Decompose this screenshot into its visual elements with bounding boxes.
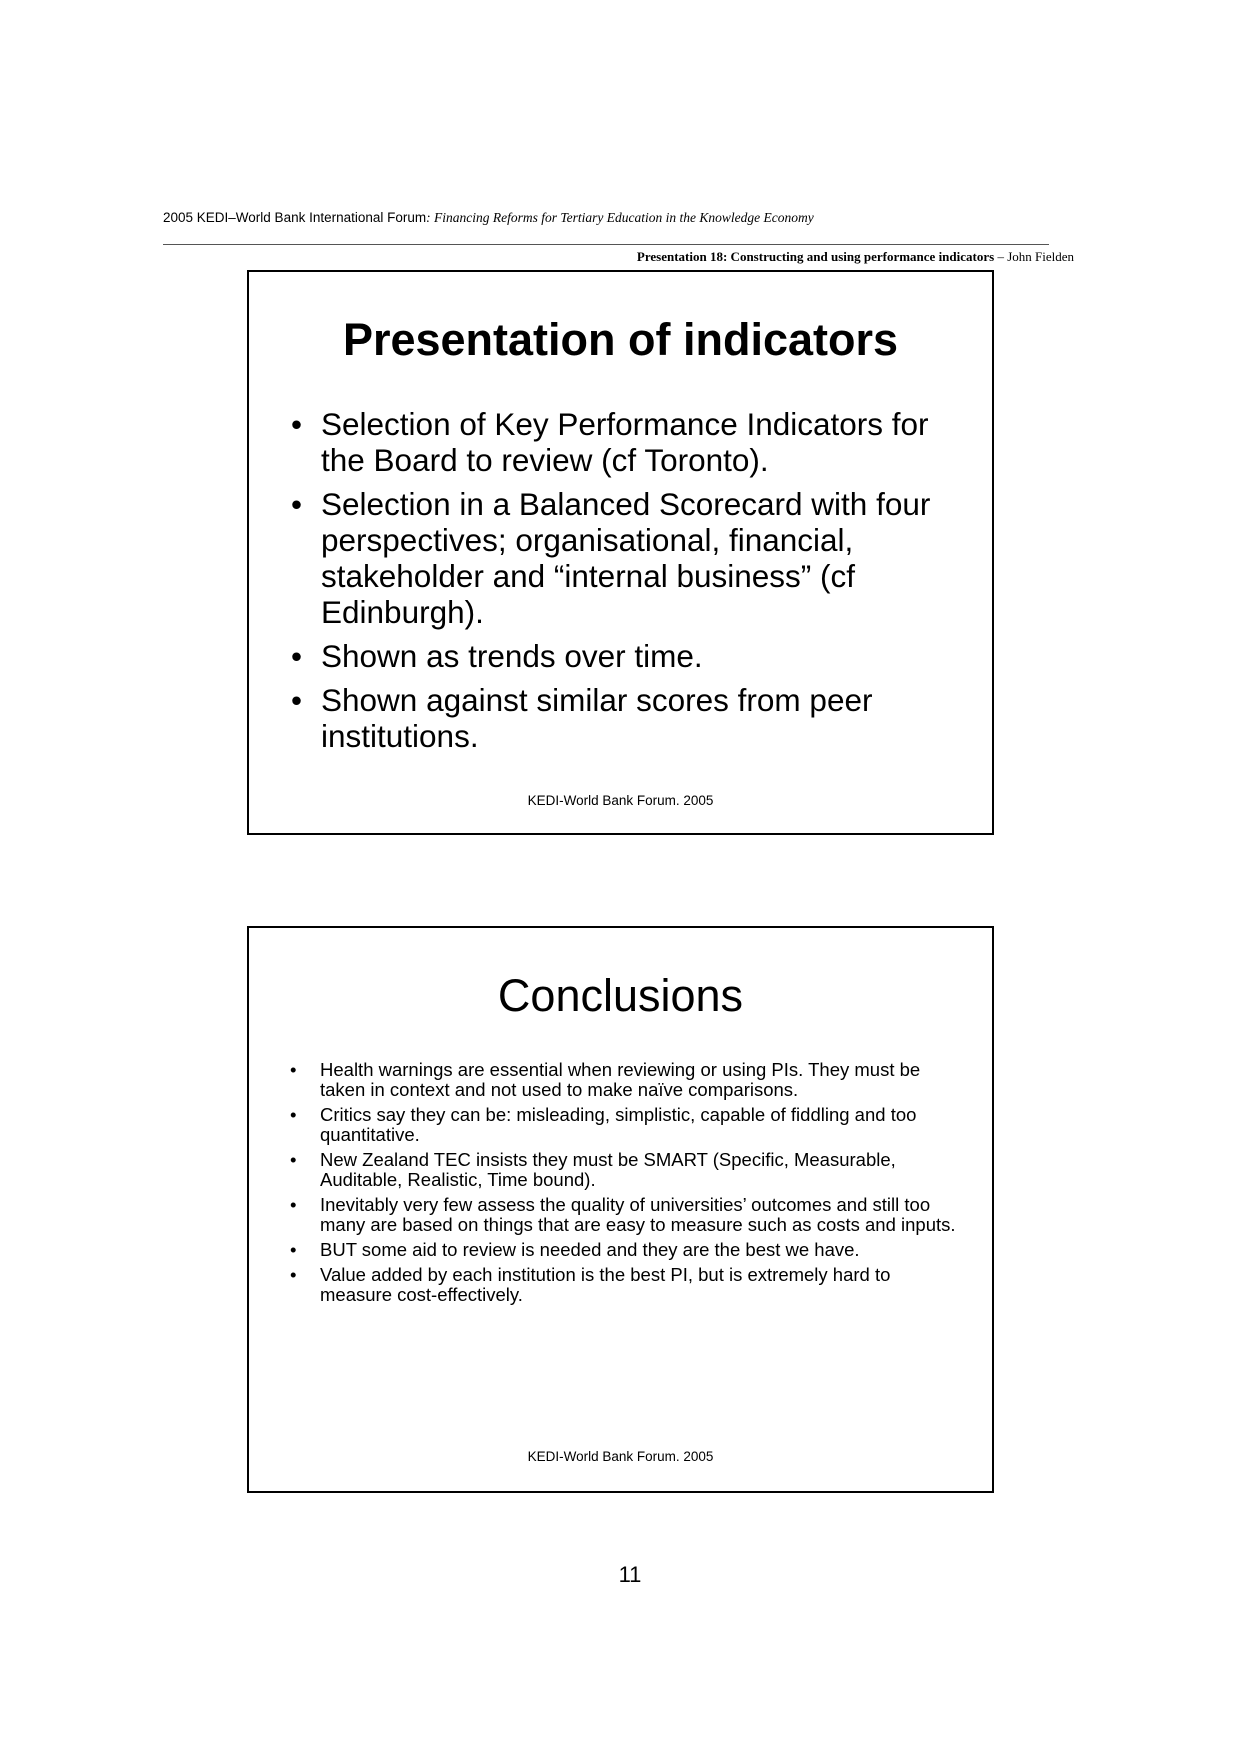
bullet-text: Selection in a Balanced Scorecard with four perspectives; organisational, financial, stakeholder and “internal business” (cf Edinburgh).: [321, 486, 931, 630]
bullet-text: Selection of Key Performance Indicators for the Board to review (cf Toronto).: [321, 406, 929, 478]
list-item: [290, 1104, 960, 1145]
list-item: [290, 1194, 960, 1235]
slide-footer: KEDI-World Bank Forum. 2005: [527, 1449, 714, 1464]
forum-subtitle: : Financing Reforms for Tertiary Education in the Knowledge Economy: [426, 210, 814, 225]
list-item: [291, 486, 971, 630]
bullet-text: Critics say they can be: misleading, simplistic, capable of fiddling and too quantitative.: [320, 1104, 917, 1145]
running-header: [163, 210, 814, 226]
page-number: 11: [618, 1562, 642, 1587]
bullet-icon: •: [290, 1264, 297, 1285]
bullet-icon: •: [290, 1239, 297, 1260]
bullet-icon: •: [291, 682, 303, 718]
list-item: [291, 638, 971, 674]
bullet-list: [290, 1059, 960, 1310]
presentation-author: – John Fielden: [994, 249, 1074, 264]
slide-conclusions: [247, 926, 994, 1493]
presentation-header: [637, 249, 1074, 265]
list-item: [290, 1264, 960, 1305]
slide-title: Presentation of indicators: [342, 314, 899, 365]
list-item: [291, 682, 971, 754]
forum-name: 2005 KEDI–World Bank International Forum: [163, 210, 427, 225]
bullet-icon: •: [291, 486, 303, 522]
bullet-text: Shown as trends over time.: [321, 638, 703, 674]
bullet-text: BUT some aid to review is needed and they are the best we have.: [320, 1239, 860, 1260]
bullet-text: Inevitably very few assess the quality of universities’ outcomes and still too many are based on things that are easy to measure such as costs and inputs.: [320, 1194, 956, 1235]
list-item: [291, 406, 971, 478]
bullet-list: [291, 406, 971, 762]
slide-title: Conclusions: [497, 970, 744, 1021]
list-item: [290, 1059, 960, 1100]
bullet-text: Shown against similar scores from peer institutions.: [321, 682, 873, 754]
bullet-icon: •: [290, 1104, 297, 1125]
list-item: [290, 1239, 960, 1260]
bullet-icon: •: [291, 638, 303, 674]
bullet-text: New Zealand TEC insists they must be SMART (Specific, Measurable, Auditable, Realistic, Time bound).: [320, 1149, 896, 1190]
bullet-icon: •: [290, 1149, 297, 1170]
bullet-text: Value added by each institution is the best PI, but is extremely hard to measure cost-effectively.: [320, 1264, 891, 1305]
bullet-icon: •: [290, 1059, 297, 1080]
list-item: [290, 1149, 960, 1190]
slide-presentation-of-indicators: [247, 270, 994, 835]
bullet-icon: •: [290, 1194, 297, 1215]
slide-footer: KEDI-World Bank Forum. 2005: [527, 793, 714, 808]
header-divider: [163, 244, 1049, 245]
bullet-icon: •: [291, 406, 303, 442]
bullet-text: Health warnings are essential when reviewing or using PIs. They must be taken in context and not used to make naïve comparisons.: [320, 1059, 921, 1100]
presentation-title: Presentation 18: Constructing and using performance indicators: [636, 249, 995, 264]
